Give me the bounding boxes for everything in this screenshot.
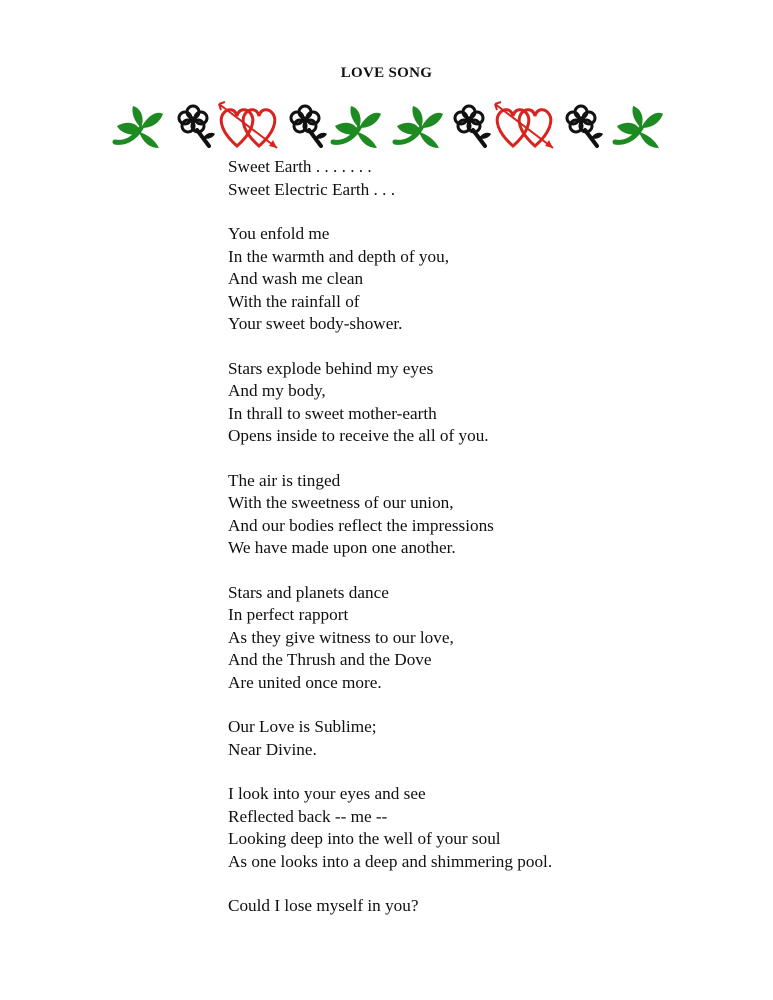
stanza <box>228 895 748 918</box>
poem-line: Your sweet body-shower. <box>228 314 403 333</box>
stanza <box>228 716 748 761</box>
stanza <box>228 358 748 448</box>
poem-line: And the Thrush and the Dove <box>228 650 432 669</box>
poem-line: And my body, <box>228 381 326 400</box>
hearts-arrow-icon <box>495 102 553 148</box>
poem-line: Reflected back -- me -- <box>228 806 388 826</box>
poem-line: And our bodies reflect the impressions <box>228 515 494 535</box>
poem-line: Our Love is Sublime; <box>228 717 377 736</box>
poem-line: In perfect rapport <box>228 605 349 624</box>
poem-line: In thrall to sweet mother-earth <box>228 403 437 423</box>
poem-line: Near Divine. <box>228 739 317 759</box>
hearts-arrow-icon <box>219 102 277 148</box>
poem-line: As they give witness to our love, <box>228 627 454 647</box>
flower-icon <box>179 106 215 146</box>
poem-line: Sweet Electric Earth . . . <box>228 179 396 199</box>
poem-line: Looking deep into the well of your soul <box>228 829 501 848</box>
poem-line: Opens inside to receive the all of you. <box>228 426 489 445</box>
stanza <box>228 783 748 873</box>
stanza <box>228 470 748 560</box>
poem-line: As one looks into a deep and shimmering pool. <box>228 851 553 871</box>
stanza <box>228 223 748 336</box>
leaf-sprig-icon <box>615 106 663 148</box>
stanza <box>228 156 748 201</box>
poem-line: Stars and planets dance <box>228 582 389 602</box>
poem-line: Could I lose myself in you? <box>228 896 419 915</box>
poem-line: With the rainfall of <box>228 291 360 311</box>
flower-icon <box>291 106 327 146</box>
poem-line: Stars explode behind my eyes <box>228 358 434 378</box>
flower-icon <box>567 106 603 146</box>
poem-line: Are united once more. <box>228 672 382 692</box>
poem-line: We have made upon one another. <box>228 538 456 557</box>
decorative-border <box>111 96 667 152</box>
poem-line: Sweet Earth . . . . . . . <box>228 157 372 176</box>
poem-line: With the sweetness of our union, <box>228 493 454 512</box>
leaf-sprig-icon <box>395 106 443 148</box>
poem-title: LOVE SONG <box>340 65 433 81</box>
stanza <box>228 582 748 695</box>
poem-body <box>228 156 748 940</box>
leaf-sprig-icon <box>115 106 163 148</box>
poem-line: In the warmth and depth of you, <box>228 246 449 266</box>
flower-icon <box>455 106 491 146</box>
poem-line: The air is tinged <box>228 470 341 490</box>
poem-line: You enfold me <box>228 224 330 243</box>
leaf-sprig-icon <box>333 106 381 148</box>
poem-line: I look into your eyes and see <box>228 784 426 803</box>
poem-line: And wash me clean <box>228 269 364 288</box>
